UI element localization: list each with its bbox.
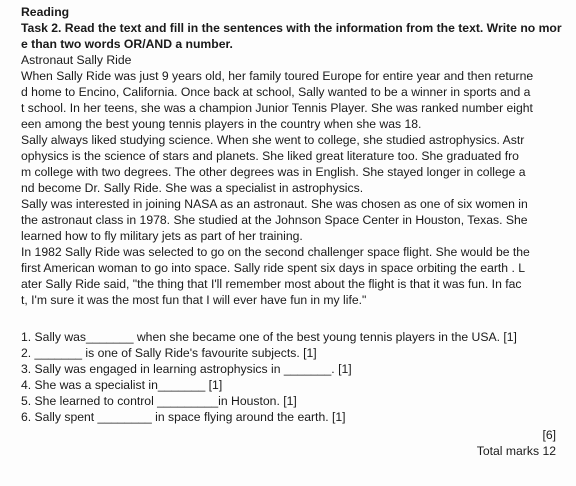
total-marks: Total marks 12 <box>476 444 556 458</box>
passage-line: een among the best young tennis players in the country when she was 18. <box>21 117 422 131</box>
passage-line: When Sally Ride was just 9 years old, her family toured Europe for entire year and then returne <box>21 69 534 83</box>
marks-box: [6] <box>542 428 556 442</box>
question-4: 4. She was a specialist in_______ [1] <box>21 378 223 392</box>
question-3: 3. Sally was engaged in learning astrophysics in _______. [1] <box>21 362 352 376</box>
passage-line: t school. In her teens, she was a champion Junior Tennis Player. She was ranked number eight <box>21 101 533 115</box>
passage-line: Sally was interested in joining NASA as an astronaut. She was chosen as one of six women in <box>21 197 528 211</box>
passage-line: m college with two degrees. The other degrees was in English. She stayed longer in college a <box>21 165 526 179</box>
passage-line: learned how to fly military jets as part of her training. <box>21 229 303 243</box>
passage-line: Sally always liked studying science. When she went to college, she studied astrophysics. Astr <box>21 133 525 147</box>
passage-line: ophysics is the science of stars and planets. She liked great literature too. She graduated fro <box>21 149 519 163</box>
task-instruction-line-2: e than two words OR/AND a number. <box>21 37 233 51</box>
passage-line: ater Sally Ride said, "the thing that I'll remember most about the flight is that it was fun. In fac <box>21 277 522 291</box>
question-5: 5. She learned to control _________in Houston. [1] <box>21 394 297 408</box>
question-6: 6. Sally spent ________ in space flying around the earth. [1] <box>21 410 346 424</box>
section-title: Reading <box>21 5 70 19</box>
passage-line: t, I'm sure it was the most fun that I will ever have fun in my life." <box>21 293 367 307</box>
question-2: 2. _______ is one of Sally Ride's favourite subjects. [1] <box>21 346 317 360</box>
passage-line: first American woman to go into space. Sally ride spent six days in space orbiting the earth . L <box>21 261 526 275</box>
passage-line: the astronaut class in 1978. She studied at the Johnson Space Center in Houston, Texas. She <box>21 213 528 227</box>
passage-line: In 1982 Sally Ride was selected to go on the second challenger space flight. She would be the <box>21 245 530 259</box>
passage-line: d home to Encino, California. Once back at school, Sally wanted to be a winner in sports and a <box>21 85 531 99</box>
passage-line: nd become Dr. Sally Ride. She was a specialist in astrophysics. <box>21 181 364 195</box>
task-instruction-line-1: Task 2. Read the text and fill in the sentences with the information from the text. Write no mor <box>21 21 562 35</box>
text-title: Astronaut Sally Ride <box>21 53 132 67</box>
question-1: 1. Sally was_______ when she became one of the best young tennis players in the USA. [1] <box>21 330 517 344</box>
